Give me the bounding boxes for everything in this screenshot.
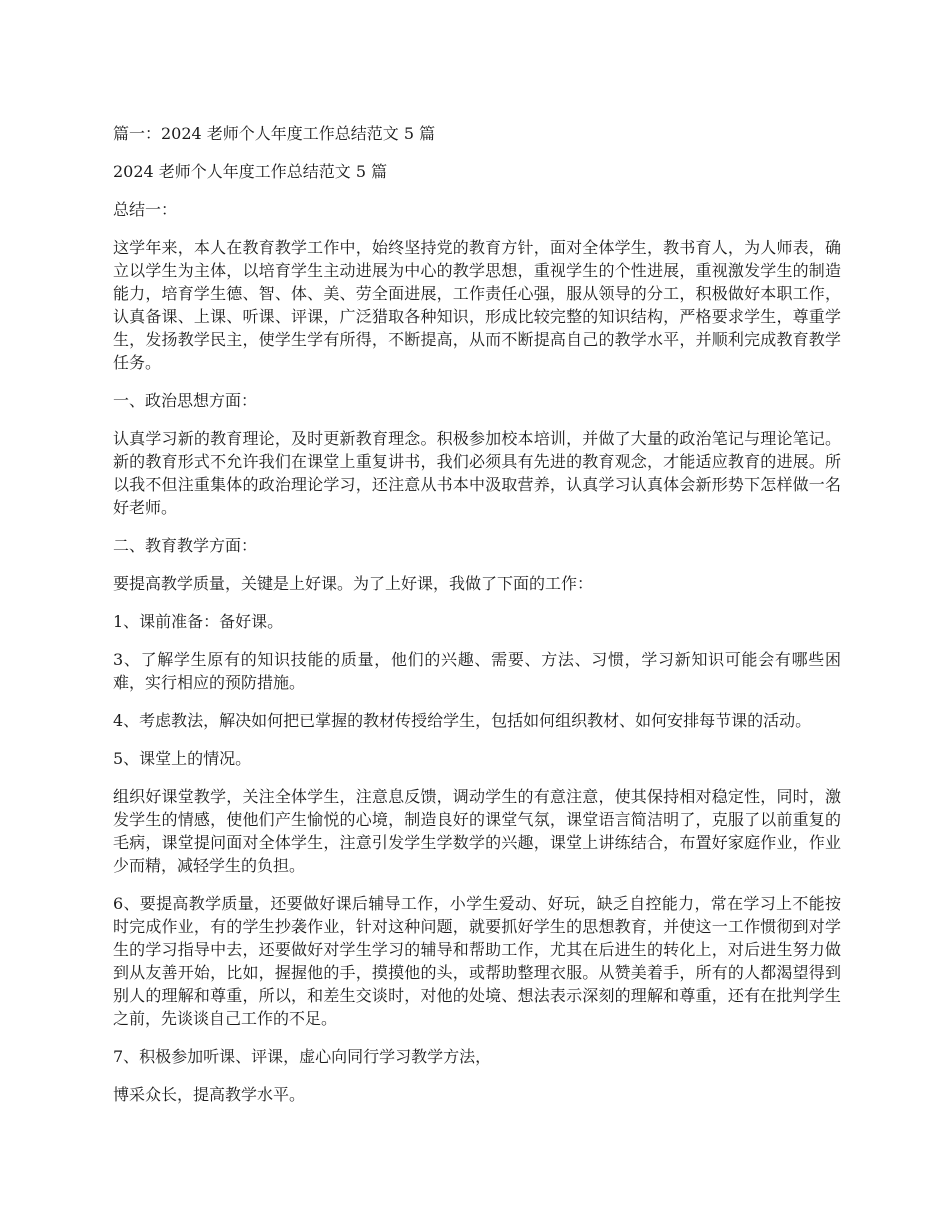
list-item-5: 5、课堂上的情况。 [113, 749, 252, 768]
section-heading-politics: 一、政治思想方面： [113, 391, 258, 410]
list-item-1: 1、课前准备：备好课。 [113, 612, 284, 631]
intro-paragraph: 这学年来，本人在教育教学工作中，始终坚持党的教育方针，面对全体学生，教书育人，为人师表，确立以学生为主体，以培育学生主动进展为中心的教学思想，重视学生的个性进展，重视激发学生的制造能力，培育学生德、智、体、美、劳全面进展，工作责任心强，服从领导的分工，积极做好本职工作，认真备课、上课、听课、评课，广泛猎取各种知识，形成比较完整的知识结构，严格要求学生，尊重学生，发扬教学民主，使学生学有所得，不断提高，从而不断提高自己的教学水平，并顺利完成教育教学任务。 [113, 238, 841, 372]
list-item-6: 6、要提高教学质量，还要做好课后辅导工作，小学生爱动、好玩，缺乏自控能力，常在学习上不能按时完成作业，有的学生抄袭作业，针对这种问题，就要抓好学生的思想教育，并使这一工作惯彻到对学生的学习指导中去，还要做好对学生学习的辅导和帮助工作，尤其在后进生的转化上，对后进生努力做到从友善开始，比如，握握他的手，摸摸他的头，或帮助整理衣服。从赞美着手，所有的人都渴望得到别人的理解和尊重，所以，和差生交谈时，对他的处境、想法表示深刻的理解和尊重，还有在批判学生之前，先谈谈自己工作的不足。 [113, 894, 841, 1028]
section-heading-teaching: 二、教育教学方面： [113, 536, 258, 555]
closing-paragraph: 博采众长，提高教学水平。 [113, 1085, 306, 1104]
list-item-3: 3、了解学生原有的知识技能的质量，他们的兴趣、需要、方法、习惯，学习新知识可能会有哪些困难，实行相应的预防措施。 [113, 650, 841, 692]
document-heading: 篇一：2024 老师个人年度工作总结范文 5 篇 [113, 124, 436, 143]
teaching-intro-paragraph: 要提高教学质量，关键是上好课。为了上好课，我做了下面的工作： [113, 574, 594, 593]
summary-label: 总结一： [113, 200, 178, 219]
politics-paragraph: 认真学习新的教育理论，及时更新教育理念。积极参加校本培训，并做了大量的政治笔记与理论笔记。新的教育形式不允许我们在课堂上重复讲书，我们必须具有先进的教育观念，才能适应教育的进展。所以我不但注重集体的政治理论学习，还注意从书本中汲取营养，认真学习认真体会新形势下怎样做一名好老师。 [113, 429, 841, 517]
list-item-4: 4、考虑教法，解决如何把已掌握的教材传授给学生，包括如何组织教材、如何安排每节课的活动。 [113, 711, 812, 730]
document-body [113, 122, 841, 1121]
list-item-7: 7、积极参加听课、评课，虚心向同行学习教学方法， [113, 1047, 492, 1066]
document-title: 2024 老师个人年度工作总结范文 5 篇 [113, 162, 388, 181]
classroom-paragraph: 组织好课堂教学，关注全体学生，注意息反馈，调动学生的有意注意，使其保持相对稳定性，同时，激发学生的情感，使他们产生愉悦的心境，制造良好的课堂气氛，课堂语言简洁明了，克服了以前重复的毛病，课堂提问面对全体学生，注意引发学生学数学的兴趣，课堂上讲练结合，布置好家庭作业，作业少而精，减轻学生的负担。 [113, 787, 841, 875]
